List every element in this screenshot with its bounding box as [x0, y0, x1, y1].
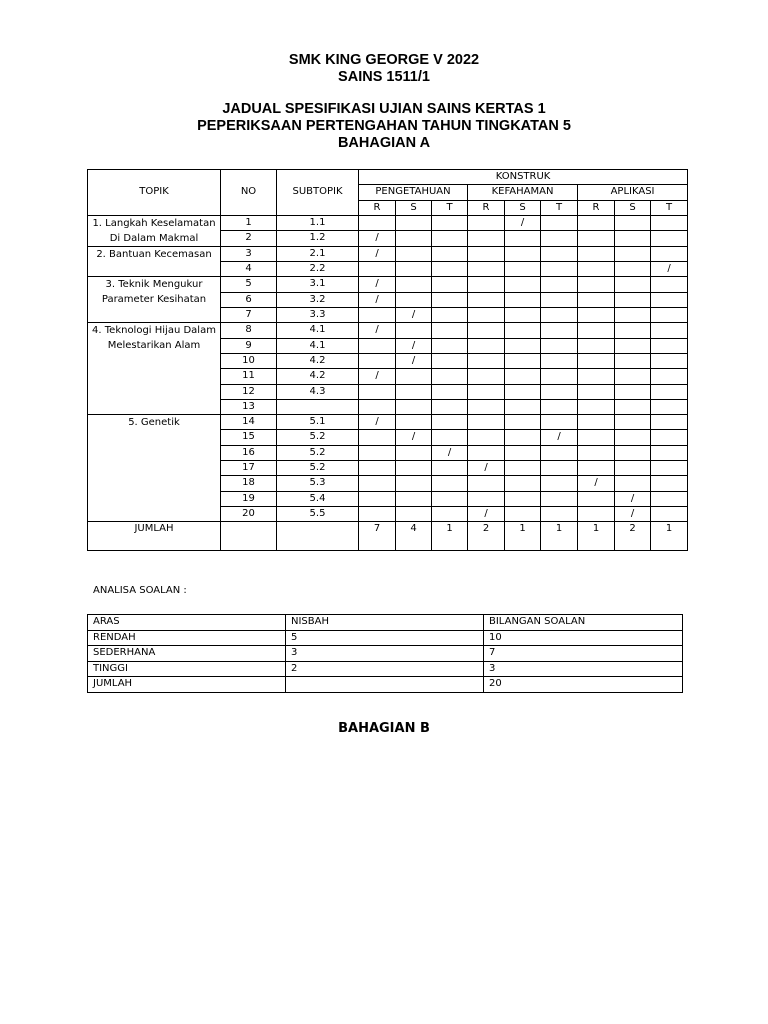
mark-cell	[615, 215, 651, 231]
table-row	[88, 415, 688, 430]
mark-cell	[541, 491, 578, 506]
mark-cell	[468, 215, 505, 231]
mark-cell	[468, 231, 505, 247]
question-no: 16	[221, 445, 277, 460]
mark-cell	[505, 231, 541, 247]
mark-cell	[468, 430, 505, 445]
header-no: NO	[221, 170, 277, 216]
subtopik-cell: 5.2	[277, 445, 359, 460]
mark-cell	[359, 384, 396, 399]
analisa-cell: 5	[286, 630, 484, 646]
mark-cell	[541, 246, 578, 261]
analisa-cell	[286, 677, 484, 693]
mark-cell	[541, 292, 578, 307]
mark-cell	[396, 292, 432, 307]
mark-cell	[541, 506, 578, 521]
document-header	[0, 52, 768, 86]
question-no: 20	[221, 506, 277, 521]
header-topik: TOPIK	[88, 170, 221, 216]
total-label: JUMLAH	[88, 522, 221, 551]
mark-cell	[432, 323, 468, 338]
mark-cell	[615, 262, 651, 277]
mark-cell	[578, 461, 615, 476]
mark-cell	[359, 262, 396, 277]
mark-cell: /	[359, 231, 396, 247]
header-kefahaman: KEFAHAMAN	[468, 185, 578, 200]
mark-cell	[615, 353, 651, 368]
mark-cell	[505, 323, 541, 338]
mark-cell	[578, 353, 615, 368]
mark-cell	[615, 384, 651, 399]
subtopik-cell	[277, 399, 359, 414]
mark-cell	[359, 338, 396, 353]
mark-cell	[541, 461, 578, 476]
mark-cell	[615, 399, 651, 414]
mark-cell	[396, 369, 432, 384]
question-no: 6	[221, 292, 277, 307]
mark-cell	[578, 430, 615, 445]
mark-cell: /	[432, 445, 468, 460]
mark-cell	[541, 369, 578, 384]
mark-cell: /	[396, 308, 432, 323]
mark-cell	[359, 491, 396, 506]
mark-cell	[432, 369, 468, 384]
subtopik-cell: 4.1	[277, 323, 359, 338]
total-no-empty	[221, 522, 277, 551]
question-no: 15	[221, 430, 277, 445]
mark-cell	[505, 476, 541, 491]
total-value: 1	[541, 522, 578, 551]
mark-cell	[651, 323, 688, 338]
mark-cell	[541, 384, 578, 399]
mark-cell	[468, 292, 505, 307]
header-level: S	[396, 200, 432, 215]
subtopik-cell: 1.1	[277, 215, 359, 231]
subtopik-cell: 5.1	[277, 415, 359, 430]
total-value: 1	[578, 522, 615, 551]
total-row	[88, 522, 688, 551]
mark-cell	[432, 430, 468, 445]
mark-cell: /	[468, 506, 505, 521]
mark-cell	[541, 415, 578, 430]
table-row	[88, 246, 688, 261]
mark-cell	[359, 506, 396, 521]
mark-cell	[651, 308, 688, 323]
analisa-label: ANALISA SOALAN :	[93, 585, 187, 596]
mark-cell	[541, 353, 578, 368]
analisa-row	[88, 630, 683, 646]
mark-cell	[615, 430, 651, 445]
mark-cell	[432, 399, 468, 414]
mark-cell	[359, 215, 396, 231]
mark-cell	[468, 445, 505, 460]
mark-cell	[468, 277, 505, 292]
mark-cell	[432, 277, 468, 292]
question-no: 2	[221, 231, 277, 247]
mark-cell: /	[359, 415, 396, 430]
mark-cell	[578, 369, 615, 384]
mark-cell	[578, 292, 615, 307]
mark-cell	[432, 415, 468, 430]
mark-cell	[359, 476, 396, 491]
mark-cell	[541, 323, 578, 338]
mark-cell	[432, 231, 468, 247]
total-value: 2	[468, 522, 505, 551]
total-value: 1	[651, 522, 688, 551]
mark-cell	[396, 231, 432, 247]
topic-cell: 3. Teknik Mengukur Parameter Kesihatan	[88, 277, 221, 323]
question-no: 14	[221, 415, 277, 430]
mark-cell: /	[578, 476, 615, 491]
mark-cell	[615, 338, 651, 353]
mark-cell	[651, 506, 688, 521]
mark-cell	[505, 262, 541, 277]
header-konstruk: KONSTRUK	[359, 170, 688, 185]
mark-cell	[505, 430, 541, 445]
header-level: R	[359, 200, 396, 215]
mark-cell	[505, 369, 541, 384]
topic-cell: 1. Langkah Keselamatan Di Dalam Makmal	[88, 215, 221, 246]
mark-cell	[651, 399, 688, 414]
mark-cell	[432, 384, 468, 399]
mark-cell	[578, 262, 615, 277]
mark-cell	[396, 491, 432, 506]
mark-cell	[432, 246, 468, 261]
mark-cell	[578, 445, 615, 460]
mark-cell	[651, 430, 688, 445]
mark-cell	[615, 277, 651, 292]
total-value: 2	[615, 522, 651, 551]
mark-cell	[541, 445, 578, 460]
mark-cell	[651, 491, 688, 506]
school-name: SMK KING GEORGE V 2022	[288, 52, 480, 68]
mark-cell	[651, 369, 688, 384]
mark-cell	[396, 323, 432, 338]
question-no: 10	[221, 353, 277, 368]
analisa-header-row	[88, 615, 683, 631]
specification-table	[87, 169, 688, 551]
mark-cell	[578, 308, 615, 323]
question-no: 7	[221, 308, 277, 323]
mark-cell	[651, 415, 688, 430]
mark-cell	[432, 338, 468, 353]
table-row	[88, 215, 688, 231]
header-pengetahuan: PENGETAHUAN	[359, 185, 468, 200]
subtopik-cell: 3.3	[277, 308, 359, 323]
mark-cell	[359, 445, 396, 460]
mark-cell: /	[651, 262, 688, 277]
header-level: S	[615, 200, 651, 215]
mark-cell	[505, 338, 541, 353]
mark-cell	[541, 308, 578, 323]
analisa-table	[87, 614, 683, 693]
mark-cell	[541, 338, 578, 353]
mark-cell	[359, 430, 396, 445]
section-b-heading: BAHAGIAN B	[338, 721, 430, 736]
mark-cell	[468, 308, 505, 323]
header-level: S	[505, 200, 541, 215]
mark-cell: /	[359, 277, 396, 292]
analisa-row	[88, 661, 683, 677]
mark-cell	[396, 506, 432, 521]
analisa-cell: TINGGI	[88, 661, 286, 677]
header-aplikasi: APLIKASI	[578, 185, 688, 200]
analisa-cell: 3	[484, 661, 683, 677]
question-no: 17	[221, 461, 277, 476]
mark-cell	[432, 292, 468, 307]
subtopik-cell: 5.4	[277, 491, 359, 506]
analisa-row	[88, 646, 683, 662]
mark-cell	[615, 369, 651, 384]
mark-cell	[432, 262, 468, 277]
mark-cell	[615, 308, 651, 323]
mark-cell	[505, 277, 541, 292]
mark-cell	[615, 476, 651, 491]
mark-cell	[505, 461, 541, 476]
mark-cell	[578, 231, 615, 247]
analisa-cell: 10	[484, 630, 683, 646]
mark-cell: /	[505, 215, 541, 231]
mark-cell: /	[359, 246, 396, 261]
mark-cell	[651, 231, 688, 247]
mark-cell	[468, 415, 505, 430]
mark-cell	[578, 415, 615, 430]
subtopik-cell: 5.5	[277, 506, 359, 521]
question-no: 4	[221, 262, 277, 277]
mark-cell	[505, 384, 541, 399]
analisa-cell: JUMLAH	[88, 677, 286, 693]
total-subtopik-empty	[277, 522, 359, 551]
header-level: R	[578, 200, 615, 215]
header-level: T	[541, 200, 578, 215]
analisa-cell: RENDAH	[88, 630, 286, 646]
mark-cell	[541, 399, 578, 414]
mark-cell	[359, 461, 396, 476]
mark-cell	[505, 308, 541, 323]
mark-cell	[651, 476, 688, 491]
mark-cell	[615, 231, 651, 247]
subtopik-cell: 3.2	[277, 292, 359, 307]
mark-cell: /	[359, 323, 396, 338]
total-value: 7	[359, 522, 396, 551]
mark-cell	[359, 399, 396, 414]
header-level: T	[651, 200, 688, 215]
subtopik-cell: 1.2	[277, 231, 359, 247]
mark-cell	[432, 215, 468, 231]
mark-cell	[651, 384, 688, 399]
subtopik-cell: 4.2	[277, 353, 359, 368]
subtopik-cell: 5.2	[277, 461, 359, 476]
analisa-cell: 3	[286, 646, 484, 662]
mark-cell	[615, 415, 651, 430]
subtopik-cell: 5.3	[277, 476, 359, 491]
mark-cell	[541, 231, 578, 247]
mark-cell	[468, 399, 505, 414]
mark-cell	[505, 353, 541, 368]
mark-cell	[432, 308, 468, 323]
mark-cell	[432, 353, 468, 368]
mark-cell	[505, 246, 541, 261]
question-no: 19	[221, 491, 277, 506]
mark-cell	[396, 476, 432, 491]
analisa-header: NISBAH	[286, 615, 484, 631]
mark-cell: /	[359, 369, 396, 384]
question-no: 9	[221, 338, 277, 353]
subtopik-cell: 4.2	[277, 369, 359, 384]
mark-cell	[468, 476, 505, 491]
subtopik-cell: 4.3	[277, 384, 359, 399]
analisa-header: BILANGAN SOALAN	[484, 615, 683, 631]
mark-cell	[359, 308, 396, 323]
mark-cell	[578, 323, 615, 338]
mark-cell	[468, 323, 505, 338]
mark-cell	[651, 246, 688, 261]
mark-cell	[468, 491, 505, 506]
mark-cell	[505, 292, 541, 307]
question-no: 13	[221, 399, 277, 414]
mark-cell	[578, 491, 615, 506]
mark-cell	[651, 445, 688, 460]
mark-cell	[396, 262, 432, 277]
analisa-cell: 2	[286, 661, 484, 677]
mark-cell	[615, 323, 651, 338]
mark-cell	[432, 461, 468, 476]
mark-cell	[578, 399, 615, 414]
subject-code: SAINS 1511/1	[338, 69, 430, 85]
question-no: 11	[221, 369, 277, 384]
topic-cell: 4. Teknologi Hijau Dalam Melestarikan Alam	[88, 323, 221, 415]
analisa-header: ARAS	[88, 615, 286, 631]
mark-cell	[578, 338, 615, 353]
mark-cell	[651, 338, 688, 353]
analisa-row	[88, 677, 683, 693]
mark-cell	[432, 491, 468, 506]
mark-cell	[541, 262, 578, 277]
mark-cell	[505, 506, 541, 521]
topic-cell: 2. Bantuan Kecemasan	[88, 246, 221, 277]
mark-cell	[432, 506, 468, 521]
mark-cell	[615, 461, 651, 476]
mark-cell	[615, 292, 651, 307]
mark-cell	[396, 215, 432, 231]
section-a-heading: BAHAGIAN A	[337, 135, 431, 151]
mark-cell	[505, 399, 541, 414]
document-title	[0, 101, 768, 152]
header-level: T	[432, 200, 468, 215]
total-value: 4	[396, 522, 432, 551]
header-subtopik: SUBTOPIK	[277, 170, 359, 216]
mark-cell	[651, 292, 688, 307]
question-no: 1	[221, 215, 277, 231]
mark-cell	[396, 246, 432, 261]
mark-cell: /	[468, 461, 505, 476]
mark-cell	[578, 384, 615, 399]
mark-cell	[615, 445, 651, 460]
mark-cell	[468, 338, 505, 353]
subtopik-cell: 2.1	[277, 246, 359, 261]
mark-cell: /	[541, 430, 578, 445]
mark-cell	[505, 445, 541, 460]
mark-cell: /	[396, 353, 432, 368]
total-value: 1	[505, 522, 541, 551]
mark-cell: /	[615, 506, 651, 521]
mark-cell: /	[396, 430, 432, 445]
mark-cell	[578, 215, 615, 231]
analisa-cell: 7	[484, 646, 683, 662]
question-no: 12	[221, 384, 277, 399]
question-no: 8	[221, 323, 277, 338]
mark-cell	[578, 246, 615, 261]
subtopik-cell: 5.2	[277, 430, 359, 445]
mark-cell: /	[615, 491, 651, 506]
subtopik-cell: 3.1	[277, 277, 359, 292]
topic-cell: 5. Genetik	[88, 415, 221, 522]
mark-cell	[468, 384, 505, 399]
table-row	[88, 323, 688, 338]
mark-cell	[651, 353, 688, 368]
mark-cell	[359, 353, 396, 368]
mark-cell	[468, 246, 505, 261]
mark-cell	[651, 461, 688, 476]
mark-cell	[541, 215, 578, 231]
header-level: R	[468, 200, 505, 215]
mark-cell	[396, 445, 432, 460]
subtopik-cell: 2.2	[277, 262, 359, 277]
title-line-2: PEPERIKSAAN PERTENGAHAN TAHUN TINGKATAN 5	[197, 118, 571, 134]
mark-cell	[396, 415, 432, 430]
mark-cell	[541, 476, 578, 491]
mark-cell	[578, 506, 615, 521]
mark-cell	[396, 277, 432, 292]
mark-cell	[651, 215, 688, 231]
mark-cell	[615, 246, 651, 261]
mark-cell	[505, 415, 541, 430]
analisa-cell: 20	[484, 677, 683, 693]
mark-cell	[432, 476, 468, 491]
mark-cell: /	[396, 338, 432, 353]
mark-cell	[541, 277, 578, 292]
subtopik-cell: 4.1	[277, 338, 359, 353]
mark-cell	[396, 461, 432, 476]
analisa-cell: SEDERHANA	[88, 646, 286, 662]
mark-cell	[468, 262, 505, 277]
mark-cell	[396, 384, 432, 399]
mark-cell	[468, 353, 505, 368]
mark-cell	[578, 277, 615, 292]
question-no: 5	[221, 277, 277, 292]
mark-cell: /	[359, 292, 396, 307]
mark-cell	[505, 491, 541, 506]
mark-cell	[468, 369, 505, 384]
mark-cell	[396, 399, 432, 414]
question-no: 18	[221, 476, 277, 491]
title-line-1: JADUAL SPESIFIKASI UJIAN SAINS KERTAS 1	[222, 101, 546, 117]
total-value: 1	[432, 522, 468, 551]
question-no: 3	[221, 246, 277, 261]
mark-cell	[651, 277, 688, 292]
table-row	[88, 277, 688, 292]
